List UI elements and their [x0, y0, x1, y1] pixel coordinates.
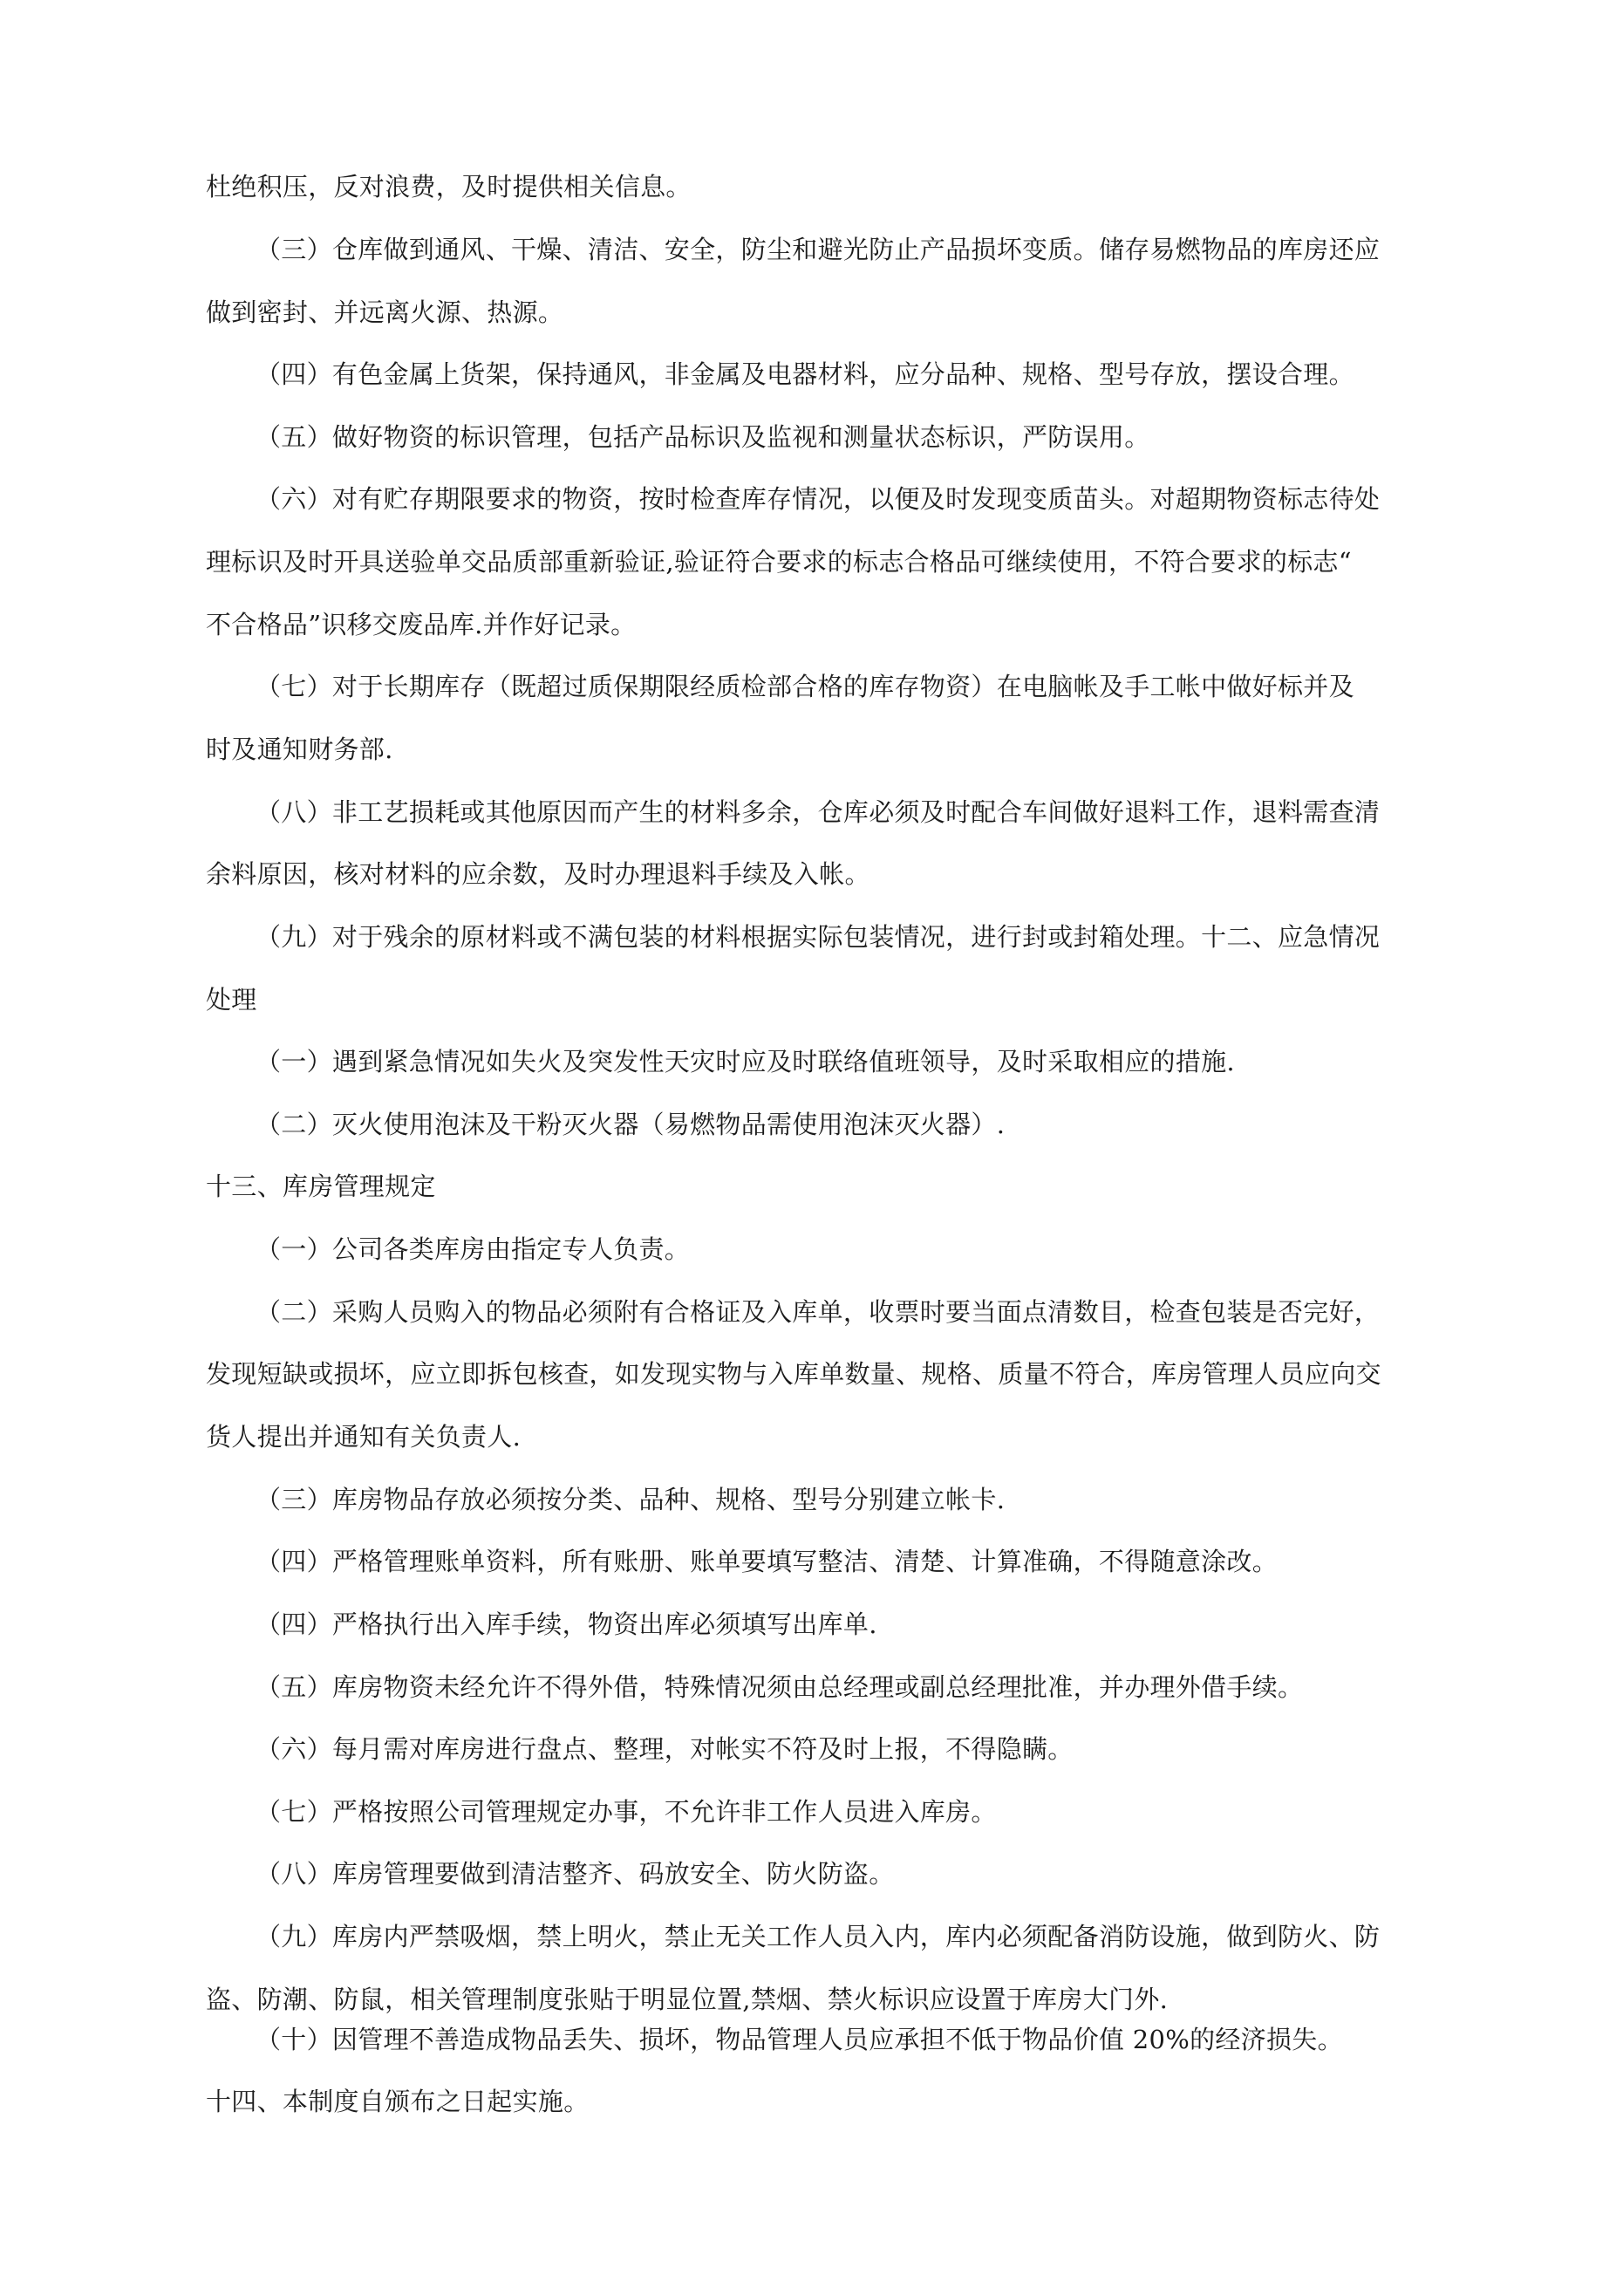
text-line: 盗、防潮、防鼠，相关管理制度张贴于明显位置,禁烟、禁火标识应设置于库房大门外.: [206, 1985, 1169, 2014]
text-line: （七）严格按照公司管理规定办事，不允许非工作人员进入库房。: [256, 1797, 997, 1827]
text-line: 杜绝积压，反对浪费，及时提供相关信息。: [206, 172, 692, 202]
text-line: （六）每月需对库房进行盘点、整理，对帐实不符及时上报，不得隐瞒。: [256, 1734, 1074, 1764]
text-line: （四）严格管理账单资料，所有账册、账单要填写整洁、清楚、计算准确，不得随意涂改。: [256, 1547, 1279, 1576]
text-line: （四）严格执行出入库手续，物资出库必须填写出库单.: [256, 1609, 877, 1639]
text-line: （二）采购人员购入的物品必须附有合格证及入库单，收票时要当面点清数目，检查包装是否完好，: [256, 1297, 1381, 1327]
text-line: 时及通知财务部.: [206, 735, 393, 764]
text-line: （七）对于长期库存（既超过质保期限经质检部合格的库存物资）在电脑帐及手工帐中做好标并及: [256, 672, 1354, 701]
section-heading: 十四、本制度自颁布之日起实施。: [206, 2087, 590, 2116]
text-line: 发现短缺或损坏，应立即拆包核查，如发现实物与入库单数量、规格、质量不符合，库房管理人员应向交: [206, 1359, 1381, 1389]
text-line: 余料原因，核对材料的应余数，及时办理退料手续及入帐。: [206, 859, 870, 889]
text-line: （五）做好物资的标识管理，包括产品标识及监视和测量状态标识，严防误用。: [256, 422, 1150, 452]
text-line: （十）因管理不善造成物品丢失、损坏，物品管理人员应承担不低于物品价值 20%的经济损失。: [256, 2025, 1343, 2054]
text-line: （八）非工艺损耗或其他原因而产生的材料多余，仓库必须及时配合车间做好退料工作，退料需查清: [256, 797, 1381, 827]
text-line: （一）遇到紧急情况如失火及突发性天灾时应及时联络值班领导，及时采取相应的措施.: [256, 1047, 1235, 1076]
text-line: （一）公司各类库房由指定专人负责。: [256, 1234, 691, 1264]
text-line: 理标识及时开具送验单交品质部重新验证,验证符合要求的标志合格品可继续使用，不符合要求的标志“: [206, 547, 1352, 577]
text-line: （三）仓库做到通风、干燥、清洁、安全，防尘和避光防止产品损坏变质。储存易燃物品的库房还应: [256, 235, 1381, 264]
text-line: 货人提出并通知有关负责人.: [206, 1422, 522, 1452]
text-line: （五）库房物资未经允许不得外借，特殊情况须由总经理或副总经理批准，并办理外借手续。: [256, 1672, 1304, 1702]
text-line: 做到密封、并远离火源、热源。: [206, 297, 564, 327]
text-line: （四）有色金属上货架，保持通风，非金属及电器材料，应分品种、规格、型号存放，摆设合理。: [256, 359, 1354, 389]
text-line: （九）库房内严禁吸烟，禁上明火，禁止无关工作人员入内，库内必须配备消防设施，做到防火、防: [256, 1922, 1381, 1951]
text-line: 处理: [206, 985, 257, 1015]
text-line: （三）库房物品存放必须按分类、品种、规格、型号分别建立帐卡.: [256, 1485, 1006, 1514]
text-line: （六）对有贮存期限要求的物资，按时检查库存情况，以便及时发现变质苗头。对超期物资标志待处: [256, 484, 1381, 514]
section-heading: 十三、库房管理规定: [206, 1172, 436, 1201]
text-line: （二）灭火使用泡沫及干粉灭火器（易燃物品需使用泡沫灭火器）.: [256, 1110, 1006, 1139]
text-line: 不合格品”识移交废品库.并作好记录。: [206, 610, 637, 639]
text-line: （八）库房管理要做到清洁整齐、码放安全、防火防盗。: [256, 1859, 895, 1889]
text-line: （九）对于残余的原材料或不满包装的材料根据实际包装情况，进行封或封箱处理。十二、应急情况: [256, 922, 1381, 952]
